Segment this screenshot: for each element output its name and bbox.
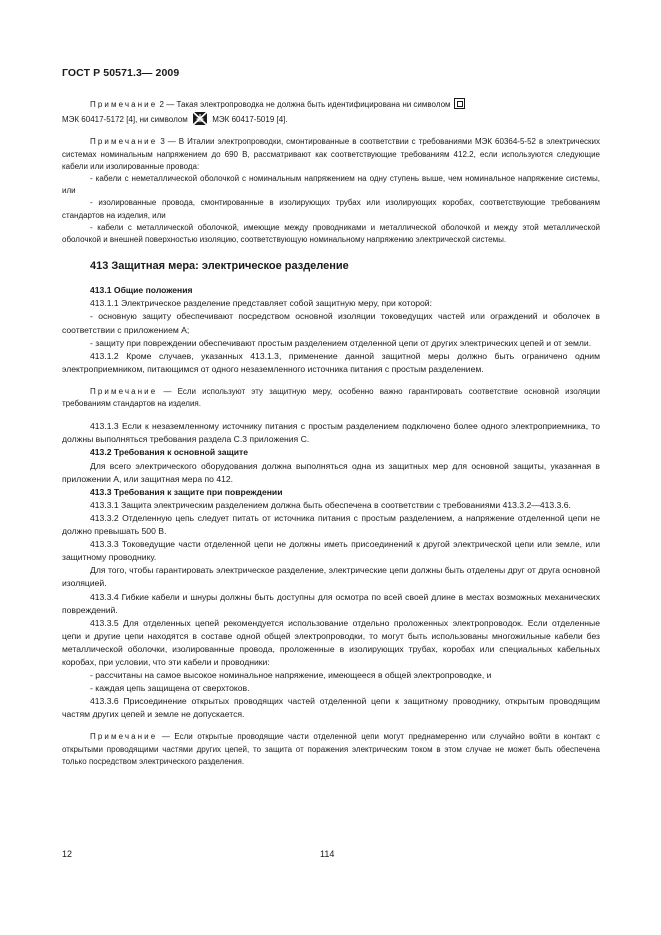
subsection-heading: 413.3 Требования к защите при повреждении bbox=[90, 486, 283, 497]
section-title: 413 Защитная мера: электрическое разделение bbox=[90, 260, 349, 273]
note bbox=[62, 731, 600, 768]
note-text: 2 — Такая электропроводка не должна быть идентифицирована ни символом bbox=[159, 100, 451, 109]
note-3 bbox=[62, 136, 600, 173]
note-label: Примечание bbox=[90, 386, 158, 396]
page-number-center: 114 bbox=[320, 849, 335, 859]
note-text: МЭК 60417-5172 [4], ни символом bbox=[62, 115, 188, 125]
paragraph: 413.1.3 Если к незаземленному источнику питания с простым разделением подключено более одного электроприемника, то должны выполняться требования раздела С.3 приложения С. bbox=[62, 421, 600, 445]
subsection-heading: 413.2 Требования к основной защите bbox=[90, 447, 249, 458]
paragraph: 413.1.2 Кроме случаев, указанных 413.1.3, применение данной защитной меры должно быть ограничено одним электроприемником, питающимся от одного незаземленного источника питания с простым разделением. bbox=[62, 350, 600, 374]
note-text: МЭК 60417-5019 [4]. bbox=[212, 115, 288, 125]
list-item: - каждая цепь защищена от сверхтоков. bbox=[90, 683, 250, 694]
list-item: - рассчитаны на самое высокое номинальное напряжение, имеющееся в общей электропроводке, и bbox=[90, 670, 492, 681]
paragraph: 413.3.5 Для отделенных цепей рекомендуется использование отдельно проложенных электропроводок. Если отделенные цепи и другие цепи находятся в составе одной общей электропроводки, то могут быть использованы многожильные кабели без металлической оболочки, изолированные провода, проложенные в изолирующих трубах, коробах или специальных кабельных коробах, при условии, что эти кабели и проводники: bbox=[62, 617, 600, 667]
note-text: 3 — В Италии электропроводки, смонтированные в соответствии с требованиями МЭК 60364-5-52 в электрических системах номинальным напряжением до 690 В, рассматривают как соответствующие требованиям 412.2, если используются следующие кабели или изолированные провода: bbox=[62, 137, 600, 171]
list-item: - основную защиту обеспечивают посредством основной изоляции токоведущих частей или ограждений и оболочек в соответствии с приложением А; bbox=[62, 311, 600, 335]
note bbox=[62, 386, 600, 410]
list-item: - изолированные провода, смонтированные в изолирующих трубах или изолирующих коробах, соответствующие требованиям стандартов на изделия, или bbox=[62, 198, 600, 220]
paragraph: 413.3.3 Токоведущие части отделенной цепи не должны иметь присоединений к другой электрической цепи или земле, или защитному проводнику. bbox=[62, 539, 600, 563]
paragraph: 413.3.6 Присоединение открытых проводящих частей отделенной цепи к защитному проводнику, открытым проводящим частям других цепей и земле не допускается. bbox=[62, 696, 600, 720]
document-header: ГОСТ Р 50571.3— 2009 bbox=[62, 67, 180, 79]
no-protective-earth-symbol-icon bbox=[192, 111, 208, 126]
paragraph: 413.3.2 Отделенную цепь следует питать от источника питания с простым разделением, а напряжение отделенной цепи не должно превышать 500 В. bbox=[62, 512, 600, 537]
page-number-left: 12 bbox=[62, 849, 73, 859]
paragraph: 413.3.1 Защита электрическим разделением должна быть обеспечена в соответствии с требованиями 413.3.2—413.3.6. bbox=[90, 499, 571, 510]
note-text: — Если используют эту защитную меру, особенно важно гарантировать соответствие основной изоляции требованиям стандартов на изделия. bbox=[62, 386, 600, 409]
subsection-heading: 413.1 Общие положения bbox=[90, 285, 193, 296]
document-body bbox=[62, 98, 600, 768]
paragraph: 413.1.1 Электрическое разделение представляет собой защитную меру, при которой: bbox=[90, 298, 432, 309]
note-text: — Если открытые проводящие части отделенной цепи могут преднамеренно или случайно войти в контакт с открытыми проводящими частями других цепей, то защита от поражения электрическим током в этом случае не может быть обеспечена только посредством электрического разделения. bbox=[62, 732, 600, 766]
list-item: - кабели с неметаллической оболочкой с номинальным напряжением на одну ступень выше, чем номинальное напряжение системы, или bbox=[62, 174, 600, 196]
note-2 bbox=[62, 98, 600, 126]
paragraph: 413.3.4 Гибкие кабели и шнуры должны быть доступны для осмотра по всей своей длине в местах возможных механических повреждений. bbox=[62, 591, 600, 615]
list-item: - защиту при повреждении обеспечивают простым разделением отделенной цепи от других электрических цепей и от земли. bbox=[90, 337, 592, 348]
note-label: Примечание bbox=[90, 732, 158, 742]
paragraph: Для того, чтобы гарантировать электрическое разделение, электрические цепи должны быть отделены друг от друга основной изоляцией. bbox=[62, 565, 600, 589]
note-label: Примечание bbox=[90, 100, 158, 109]
note-label: Примечание bbox=[90, 137, 158, 147]
list-item: - кабели с металлической оболочкой, имеющие между проводниками и металлической оболочкой и между этой металлической оболочкой и внешней поверхностью изоляцию, соответствующую номинальному напряжению электрической системы. bbox=[62, 222, 600, 245]
double-insulation-symbol-icon bbox=[454, 98, 465, 109]
paragraph: Для всего электрического оборудования должна выполняться одна из защитных мер для основной защиты, указанная в приложении А, или защитная мера по 412. bbox=[62, 460, 600, 484]
